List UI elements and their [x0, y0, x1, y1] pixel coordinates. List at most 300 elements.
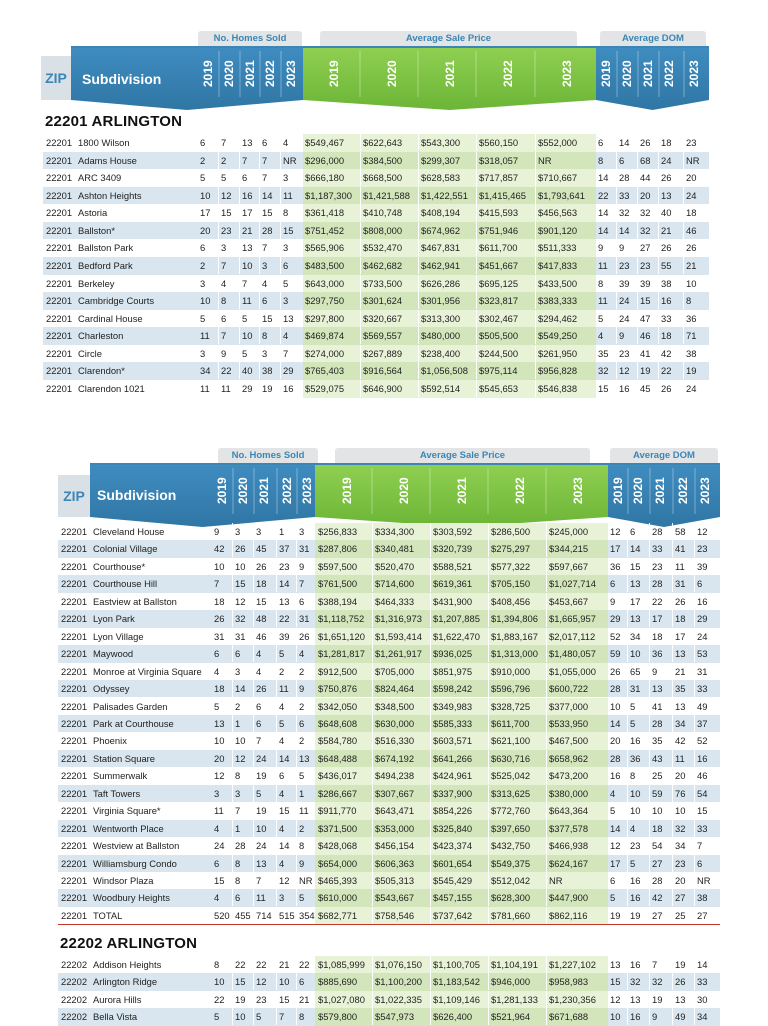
- col-sep: [372, 698, 373, 715]
- col-sep: [627, 956, 628, 973]
- sold-cell: 12: [279, 875, 290, 886]
- dom-cell: 49: [675, 1011, 686, 1023]
- col-sep: [683, 345, 684, 362]
- table-row: [43, 222, 709, 240]
- price-cell: $1,313,000: [491, 648, 538, 660]
- col-sep: [253, 889, 254, 906]
- sold-cell: 23: [279, 560, 290, 572]
- col-sep: [672, 698, 673, 715]
- sold-cell: 4: [299, 648, 305, 660]
- sold-cell: 3: [279, 892, 285, 904]
- col-sep: [649, 767, 650, 784]
- col-sep: [672, 889, 673, 906]
- zip-cell: 22201: [46, 347, 73, 359]
- col-sep: [649, 680, 650, 697]
- zip-cell: 22202: [61, 959, 88, 970]
- col-sep: [546, 698, 547, 715]
- price-cell: $643,000: [305, 277, 345, 289]
- price-cell: $410,748: [363, 207, 403, 219]
- col-sep: [253, 855, 254, 872]
- sold-cell: 4: [221, 277, 227, 289]
- price-cell: $1,415,465: [479, 189, 526, 201]
- col-sep: [637, 380, 638, 397]
- col-sep: [476, 310, 477, 327]
- col-sep: [418, 310, 419, 327]
- table-row: [58, 680, 720, 697]
- dom-cell: 18: [652, 822, 663, 834]
- table-row: [43, 345, 709, 363]
- price-cell: $415,593: [479, 207, 519, 219]
- col-sep: [430, 523, 431, 540]
- col-sep: [218, 292, 219, 309]
- col-sep: [694, 558, 695, 575]
- price-cell: $543,667: [375, 892, 415, 904]
- dom-cell: 11: [675, 560, 685, 572]
- col-sep: [672, 540, 673, 557]
- col-sep: [276, 837, 277, 854]
- dom-cell: 5: [630, 700, 636, 712]
- col-sep: [430, 802, 431, 819]
- col-sep: [672, 523, 673, 540]
- zip-cell: 22201: [46, 154, 73, 166]
- year-label-price-2023: 2023: [560, 60, 574, 88]
- sold-cell: 20: [214, 752, 225, 764]
- col-sep: [418, 327, 419, 344]
- price-cell: $301,624: [363, 295, 403, 307]
- dom-cell: 11: [598, 259, 608, 271]
- price-cell: $648,488: [318, 752, 358, 764]
- year-label-sold-2019: 2019: [215, 477, 229, 505]
- col-sep: [616, 187, 617, 204]
- sold-cell: 6: [299, 717, 305, 729]
- col-sep: [672, 785, 673, 802]
- dom-cell: 21: [675, 665, 686, 677]
- col-sep: [418, 292, 419, 309]
- col-sep: [280, 275, 281, 292]
- subdivision-name: Windsor Plaza: [93, 875, 154, 886]
- col-sep: [430, 855, 431, 872]
- table-row: [58, 855, 720, 872]
- price-cell: $751,452: [305, 224, 345, 236]
- dom-cell: 24: [619, 312, 630, 324]
- col-sep: [546, 628, 547, 645]
- sold-cell: 20: [200, 224, 211, 236]
- col-sep: [232, 820, 233, 837]
- price-cell: $1,100,705: [433, 959, 480, 970]
- dom-cell: 40: [661, 207, 672, 219]
- dom-cell: 19: [610, 909, 621, 921]
- col-sep: [253, 628, 254, 645]
- col-sep: [694, 593, 695, 610]
- col-sep: [546, 837, 547, 854]
- col-sep: [372, 558, 373, 575]
- col-sep: [672, 802, 673, 819]
- dom-cell: 6: [630, 526, 636, 537]
- dom-cell: 14: [598, 172, 609, 184]
- col-sep: [276, 872, 277, 889]
- col-sep: [372, 523, 373, 540]
- col-sep: [296, 732, 297, 749]
- price-cell: $751,946: [479, 224, 519, 236]
- dom-cell: 42: [675, 735, 686, 747]
- dom-cell: 26: [661, 242, 672, 254]
- zip-cell: 22201: [46, 295, 73, 307]
- area-title-22202: 22202 ARLINGTON: [60, 935, 198, 952]
- sold-cell: 15: [262, 207, 273, 219]
- col-sep: [627, 540, 628, 557]
- subdivision-name: Ashton Heights: [78, 189, 142, 201]
- price-cell: $911,770: [318, 805, 357, 817]
- price-cell: $297,750: [305, 295, 345, 307]
- price-cell: $302,467: [479, 312, 519, 324]
- col-sep: [649, 593, 650, 610]
- col-sep: [259, 327, 260, 344]
- col-sep: [253, 680, 254, 697]
- col-sep: [253, 750, 254, 767]
- price-cell: $621,100: [491, 735, 531, 747]
- price-cell: $851,975: [433, 665, 473, 677]
- col-sep: [218, 275, 219, 292]
- subdivision-name: Charleston: [78, 330, 124, 342]
- sold-cell: 17: [200, 207, 211, 219]
- col-sep: [360, 204, 361, 221]
- zip-cell: 22201: [61, 770, 88, 782]
- sold-cell: 12: [221, 189, 232, 201]
- year-label-dom-2020: 2020: [620, 60, 634, 88]
- sold-cell: 6: [279, 770, 285, 782]
- price-cell: $936,025: [433, 648, 473, 660]
- col-sep: [672, 645, 673, 662]
- col-sep: [658, 345, 659, 362]
- price-cell: $424,961: [433, 770, 473, 782]
- col-sep: [430, 820, 431, 837]
- col-sep: [296, 540, 297, 557]
- sold-cell: 11: [256, 892, 266, 904]
- col-sep: [616, 239, 617, 256]
- col-sep: [418, 204, 419, 221]
- dom-cell: 16: [630, 875, 641, 886]
- table-row: [43, 134, 709, 152]
- dom-cell: 17: [675, 630, 686, 642]
- price-cell: $588,521: [433, 560, 473, 572]
- price-cell: NR: [538, 154, 552, 166]
- col-sep: [649, 540, 650, 557]
- price-cell: $1,207,885: [433, 613, 480, 625]
- col-sep: [280, 222, 281, 239]
- sold-cell: 4: [279, 700, 285, 712]
- sold-cell: 15: [283, 224, 294, 236]
- sold-cell: 34: [200, 365, 211, 377]
- sold-cell: 22: [256, 959, 267, 970]
- sold-cell: 17: [242, 207, 253, 219]
- table-row: [43, 239, 709, 257]
- col-sep: [694, 956, 695, 973]
- price-cell: $325,840: [433, 822, 473, 834]
- price-cell: $286,500: [491, 526, 531, 537]
- table-row: [58, 732, 720, 749]
- col-sep: [232, 540, 233, 557]
- col-sep: [476, 380, 477, 397]
- price-cell: $1,104,191: [491, 959, 538, 970]
- col-sep: [218, 345, 219, 362]
- col-sep: [488, 820, 489, 837]
- dom-cell: 6: [598, 137, 604, 148]
- col-sep: [694, 855, 695, 872]
- col-sep: [218, 310, 219, 327]
- subdivision-name: Virginia Square*: [93, 805, 161, 817]
- sold-cell: 12: [256, 976, 267, 988]
- col-sep: [280, 380, 281, 397]
- col-sep: [535, 327, 536, 344]
- price-cell: $505,500: [479, 330, 519, 342]
- col-sep: [372, 680, 373, 697]
- col-sep: [360, 362, 361, 379]
- col-sep: [649, 973, 650, 990]
- col-sep: [476, 134, 477, 151]
- sold-cell: 42: [214, 543, 225, 555]
- col-sep: [694, 540, 695, 557]
- price-cell: $916,564: [363, 365, 403, 377]
- col-sep: [694, 820, 695, 837]
- col-sep: [546, 991, 547, 1008]
- dom-cell: 38: [686, 347, 697, 359]
- col-sep: [694, 889, 695, 906]
- year-label-dom-2019: 2019: [611, 477, 625, 505]
- sold-cell: 7: [283, 347, 289, 359]
- dom-cell: 12: [610, 993, 621, 1005]
- table-row: [58, 540, 720, 557]
- subdivision-name: Williamsburg Condo: [93, 857, 177, 869]
- col-sep: [627, 698, 628, 715]
- dom-cell: 26: [675, 595, 686, 607]
- sold-cell: 5: [200, 172, 206, 184]
- dom-cell: 9: [598, 242, 604, 254]
- price-cell: $483,500: [305, 259, 345, 271]
- price-cell: $1,394,806: [491, 613, 538, 625]
- sold-cell: 3: [221, 242, 227, 254]
- col-sep: [280, 257, 281, 274]
- dom-cell: 10: [610, 1011, 621, 1023]
- col-sep: [535, 134, 536, 151]
- price-cell: $781,660: [491, 909, 531, 921]
- dom-cell: 23: [619, 347, 630, 359]
- col-sep: [627, 820, 628, 837]
- dom-cell: 28: [652, 578, 663, 590]
- price-cell: $238,400: [421, 347, 461, 359]
- col-sep: [546, 767, 547, 784]
- table-row: [58, 593, 720, 610]
- dom-cell: 34: [697, 1011, 708, 1023]
- col-sep: [296, 855, 297, 872]
- zip-cell: 22201: [61, 752, 88, 764]
- col-sep: [276, 750, 277, 767]
- sold-cell: 5: [221, 172, 227, 184]
- col-sep: [649, 628, 650, 645]
- sold-cell: 3: [262, 259, 268, 271]
- col-sep: [649, 732, 650, 749]
- col-sep: [672, 610, 673, 627]
- col-sep: [259, 345, 260, 362]
- dom-cell: 28: [652, 717, 663, 729]
- col-sep: [649, 750, 650, 767]
- price-cell: $245,000: [549, 526, 589, 537]
- price-cell: $313,300: [421, 312, 461, 324]
- col-sep: [694, 907, 695, 924]
- col-sep: [372, 889, 373, 906]
- sold-cell: 18: [256, 578, 267, 590]
- col-sep: [649, 1008, 650, 1025]
- col-sep: [296, 593, 297, 610]
- col-sep: [276, 663, 277, 680]
- price-cell: $598,242: [433, 683, 473, 695]
- dom-cell: 18: [661, 330, 672, 342]
- dom-cell: 10: [630, 805, 641, 817]
- price-cell: $1,281,133: [491, 993, 538, 1005]
- col-sep: [276, 889, 277, 906]
- price-cell: $717,857: [479, 172, 519, 184]
- col-sep: [218, 152, 219, 169]
- col-sep: [360, 275, 361, 292]
- sold-cell: 11: [283, 189, 293, 201]
- dom-cell: 35: [652, 735, 663, 747]
- group-label-homes-sold: No. Homes Sold: [198, 31, 302, 46]
- sold-cell: 2: [299, 822, 305, 834]
- sold-cell: 520: [214, 909, 230, 921]
- table-row: [58, 1008, 720, 1025]
- col-sep: [627, 907, 628, 924]
- col-sep: [546, 610, 547, 627]
- sold-cell: 28: [262, 224, 273, 236]
- col-sep: [637, 362, 638, 379]
- zip-cell: 22201: [61, 892, 88, 904]
- col-sep: [253, 973, 254, 990]
- col-sep: [232, 523, 233, 540]
- dom-cell: 28: [652, 526, 663, 537]
- col-sep: [232, 698, 233, 715]
- dom-cell: 4: [610, 787, 616, 799]
- sold-cell: 18: [214, 683, 225, 695]
- sold-cell: 4: [279, 787, 285, 799]
- price-cell: $462,682: [363, 259, 403, 271]
- col-sep: [488, 1008, 489, 1025]
- price-cell: $714,600: [375, 578, 415, 590]
- col-sep: [488, 628, 489, 645]
- dom-cell: 25: [652, 770, 663, 782]
- dom-cell: 58: [675, 526, 686, 537]
- subdivision-name: Palisades Garden: [93, 700, 168, 712]
- price-cell: $456,563: [538, 207, 578, 219]
- dom-cell: 19: [675, 959, 686, 970]
- price-cell: $323,817: [479, 295, 519, 307]
- dom-cell: 46: [686, 224, 697, 236]
- col-sep: [430, 698, 431, 715]
- table-row: [58, 837, 720, 854]
- col-sep: [253, 785, 254, 802]
- price-cell: $417,833: [538, 259, 578, 271]
- price-cell: $465,393: [318, 875, 358, 886]
- sold-cell: 26: [256, 560, 267, 572]
- col-sep: [694, 523, 695, 540]
- table-row: [58, 698, 720, 715]
- dom-cell: 23: [686, 137, 697, 148]
- price-cell: $511,333: [538, 242, 577, 254]
- col-sep: [694, 1008, 695, 1025]
- col-sep: [239, 187, 240, 204]
- col-sep: [280, 327, 281, 344]
- col-sep: [672, 663, 673, 680]
- col-sep: [253, 872, 254, 889]
- sold-cell: 22: [279, 613, 290, 625]
- dom-cell: 59: [610, 648, 621, 660]
- dom-cell: 13: [630, 993, 641, 1005]
- col-sep: [488, 750, 489, 767]
- dom-cell: 14: [619, 137, 630, 148]
- price-cell: $545,429: [433, 875, 473, 886]
- dom-cell: 18: [686, 207, 697, 219]
- dom-cell: 52: [610, 630, 621, 642]
- col-sep: [683, 327, 684, 344]
- col-sep: [488, 767, 489, 784]
- price-cell: $431,900: [433, 595, 473, 607]
- col-sep: [535, 204, 536, 221]
- col-sep: [276, 732, 277, 749]
- subdivision-name: Odyssey: [93, 683, 130, 695]
- year-label-sold-2021: 2021: [257, 477, 271, 505]
- price-cell: $1,118,752: [318, 613, 365, 625]
- col-sep: [546, 973, 547, 990]
- col-sep: [360, 187, 361, 204]
- price-cell: $956,828: [538, 365, 578, 377]
- col-sep: [672, 991, 673, 1008]
- dom-cell: 32: [640, 207, 651, 219]
- sold-cell: 10: [214, 560, 225, 572]
- price-cell: $772,760: [491, 805, 531, 817]
- col-sep: [372, 663, 373, 680]
- dom-cell: 27: [675, 892, 686, 904]
- col-sep: [672, 956, 673, 973]
- col-sep: [637, 222, 638, 239]
- sold-cell: 15: [235, 976, 246, 988]
- dom-cell: 12: [619, 365, 630, 377]
- price-cell: $296,000: [305, 154, 345, 166]
- group-label-sale-price: Average Sale Price: [320, 31, 577, 46]
- col-sep: [253, 663, 254, 680]
- col-sep: [372, 820, 373, 837]
- zip-cell: 22201: [61, 578, 88, 590]
- col-sep: [672, 767, 673, 784]
- subdivision-name: Westview at Ballston: [93, 840, 180, 852]
- col-sep: [627, 785, 628, 802]
- dom-cell: 18: [661, 137, 672, 148]
- subdivision-name: Phoenix: [93, 735, 127, 747]
- dom-cell: 47: [640, 312, 651, 324]
- year-label-dom-2022: 2022: [676, 477, 690, 505]
- price-cell: $1,027,714: [549, 578, 596, 590]
- sold-cell: 10: [242, 330, 253, 342]
- col-sep: [649, 645, 650, 662]
- dom-cell: 24: [686, 189, 697, 201]
- year-label-price-2021: 2021: [443, 60, 457, 88]
- dom-cell: 16: [630, 1011, 641, 1023]
- zip-cell: 22202: [61, 976, 88, 988]
- sold-cell: 1: [299, 787, 305, 799]
- zip-cell: 22201: [61, 875, 88, 886]
- sold-cell: 3: [200, 347, 206, 359]
- sold-cell: 8: [235, 857, 241, 869]
- price-cell: $1,076,150: [375, 959, 422, 970]
- sold-cell: 6: [235, 892, 241, 904]
- col-sep: [694, 767, 695, 784]
